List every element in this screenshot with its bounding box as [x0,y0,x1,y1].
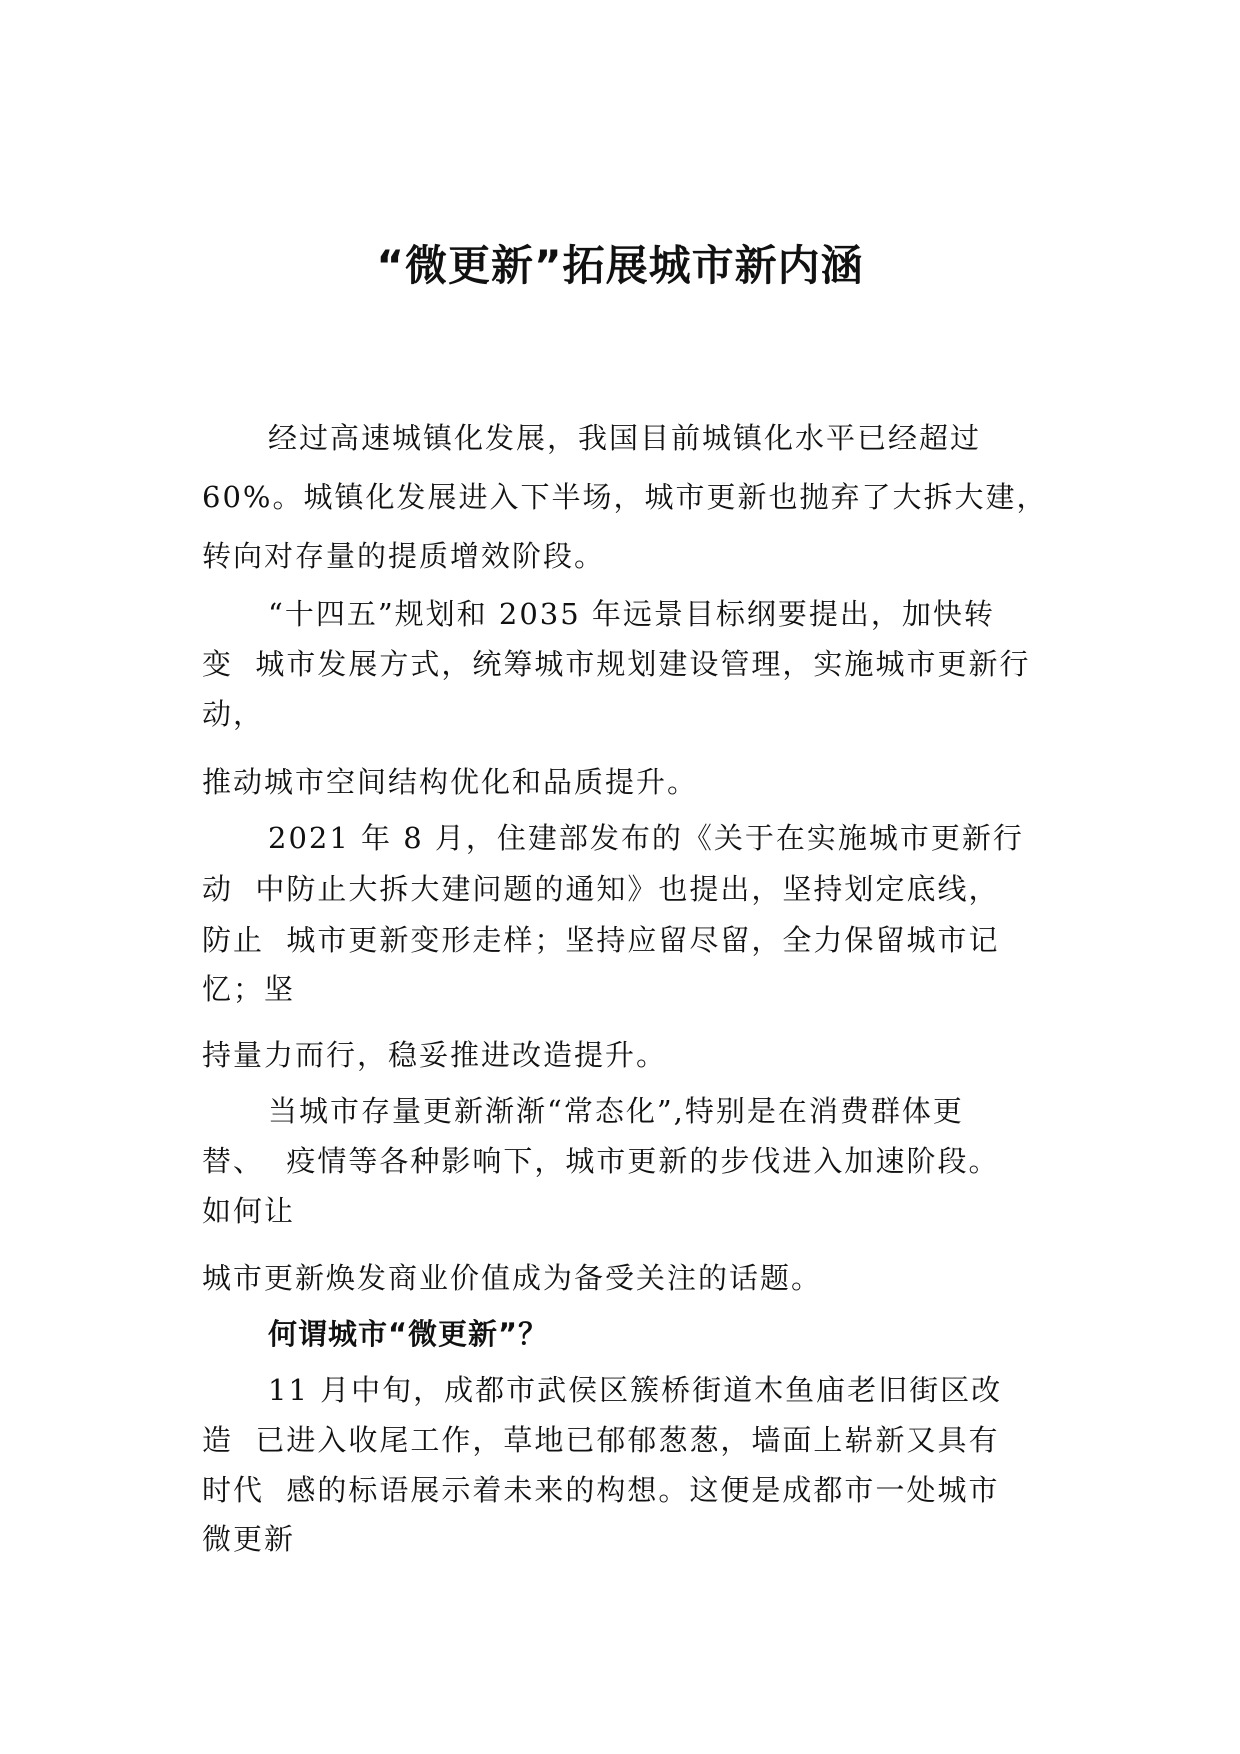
paragraph-4-line-2: 替、 疫情等各种影响下，城市更新的步伐进入加速阶段。 [202,1144,1000,1178]
paragraph-2-line-4: 推动城市空间结构优化和品质提升。 [202,765,699,799]
paragraph-5-line-3: 时代 感的标语展示着未来的构想。这便是成都市一处城市 [202,1473,1000,1507]
paragraph-2-line-2: 变 城市发展方式，统筹城市规划建设管理，实施城市更新行 [202,647,1031,681]
paragraph-1-line-1: 经过高速城镇化发展，我国目前城镇化水平已经超过 [268,421,982,455]
paragraph-1-line-2: 60%。城镇化发展进入下半场，城市更新也抛弃了大拆大建， [202,480,1048,514]
paragraph-4-line-1: 当城市存量更新渐渐“常态化”,特别是在消费群体更 [268,1094,964,1128]
paragraph-4-line-4: 城市更新焕发商业价值成为备受关注的话题。 [202,1261,823,1295]
paragraph-1-line-3: 转向对存量的提质增效阶段。 [202,539,606,573]
paragraph-3-line-2: 动 中防止大拆大建问题的通知》也提出，坚持划定底线， [202,872,1000,906]
paragraph-5-line-1: 11 月中旬，成都市武侯区簇桥街道木鱼庙老旧街区改 [268,1373,1003,1407]
paragraph-2-line-1: “十四五”规划和 2035 年远景目标纲要提出，加快转 [268,597,995,631]
paragraph-3-line-5: 持量力而行，稳妥推进改造提升。 [202,1038,668,1072]
paragraph-3-line-3: 防止 城市更新变形走样；坚持应留尽留，全力保留城市记 [202,923,1000,957]
paragraph-3-line-1: 2021 年 8 月，住建部发布的《关于在实施城市更新行 [268,821,1024,855]
section-heading: 何谓城市“微更新”？ [268,1317,549,1351]
paragraph-2-line-3: 动， [202,697,265,731]
document-title: “微更新”拓展城市新内涵 [376,241,864,290]
paragraph-5-line-2: 造 已进入收尾工作，草地已郁郁葱葱，墙面上崭新又具有 [202,1423,1000,1457]
paragraph-3-line-4: 忆；坚 [202,972,296,1006]
paragraph-4-line-3: 如何让 [202,1194,296,1228]
paragraph-5-line-4: 微更新 [202,1522,296,1556]
